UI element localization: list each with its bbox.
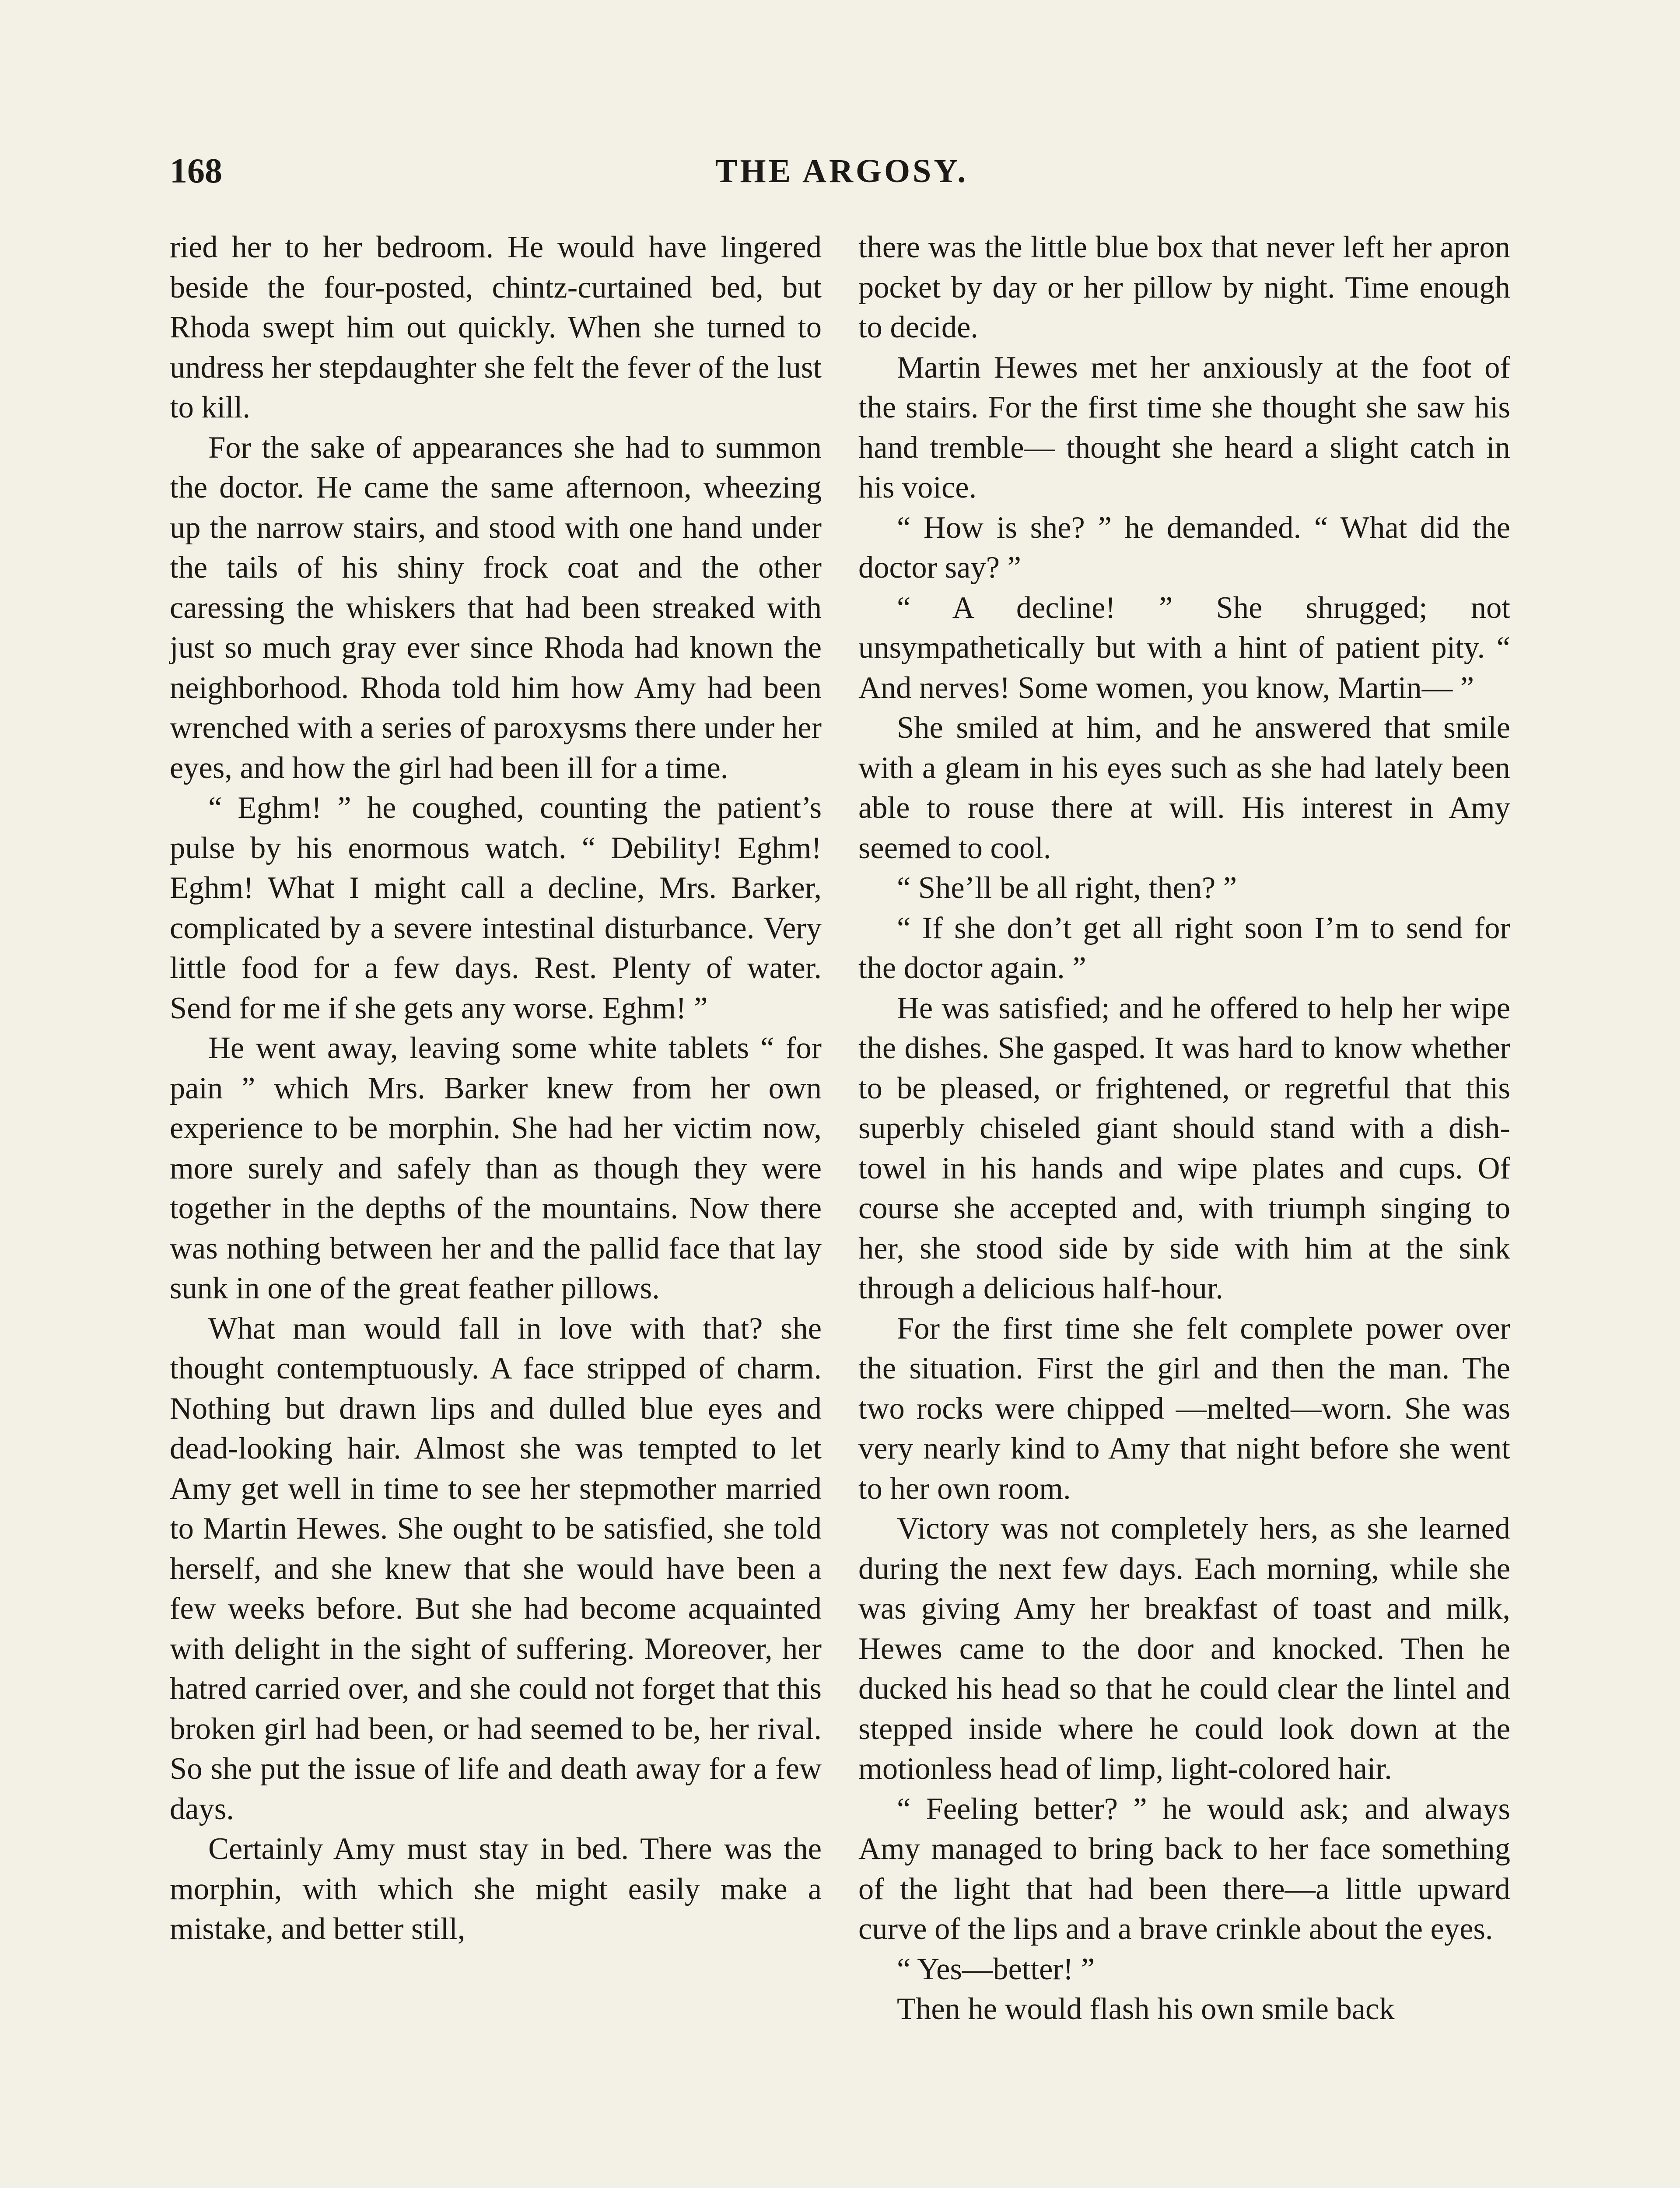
paragraph: What man would fall in love with that? she thought contemptuously. A face stripped of charm. Nothing but drawn lips and dulled blue eyes and dead-looking hair. Almost she was tempted to let Amy get well in time to see her stepmother married to Martin Hewes. She ought to be satisfied, she told herself, and she knew that she would have been a few weeks before. But she had become acquainted with delight in the sight of suffering. Moreover, her hatred carried over, and she could not forget that this broken girl had been, or had seemed to be, her rival. So she put the issue of life and death away for a few days. xyxy=(170,1311,822,1826)
paragraph: He went away, leaving some white tablets “ for pain ” which Mrs. Barker knew from her own experience to be morphin. She had her victim now, more surely and safely than as though they were together in the depths of the mountains. Now there was nothing between her and the pallid face that lay sunk in one of the great feather pillows. xyxy=(170,1031,822,1305)
paragraph: For the sake of appearances she had to summon the doctor. He came the same afternoon, wheezing up the narrow stairs, and stood with one hand under the tails of his shiny frock coat and the other caressing the whiskers that had been streaked with just so much gray ever since Rhoda had known the neighborhood. Rhoda told him how Amy had been wrenched with a series of paroxysms there under her eyes, and how the girl had been ill for a time. xyxy=(170,430,822,785)
paragraph: Martin Hewes met her anxiously at the foot of the stairs. For the first time she thought she saw his hand tremble— thought she heard a slight catch in his voice. xyxy=(858,350,1510,505)
paragraph: “ Eghm! ” he coughed, counting the patient’s pulse by his enormous watch. “ Debility! Eghm! Eghm! What I might call a decline, Mrs. Barker, complicated by a severe intestinal disturbance. Very little food for a few days. Rest. Plenty of water. Send for me if she gets any worse. Eghm! ” xyxy=(170,791,822,1025)
paragraph: She smiled at him, and he answered that smile with a gleam in his eyes such as she had lately been able to rouse there at will. His interest in Amy seemed to cool. xyxy=(858,711,1510,865)
running-title: THE ARGOSY. xyxy=(715,153,969,189)
paragraph: Victory was not completely hers, as she learned during the next few days. Each morning, while she was giving Amy her breakfast of toast and milk, Hewes came to the door and knocked. Then he ducked his head so that he could clear the lintel and stepped inside where he could look down at the motionless head of limp, light-colored hair. xyxy=(858,1511,1510,1786)
paragraph: For the first time she felt complete power over the situation. First the girl and then the man. The two rocks were chipped —melted—worn. She was very nearly kind to Amy that night before she went to her own room. xyxy=(858,1311,1510,1506)
right-text-column xyxy=(858,228,1510,2030)
paragraph: “ She’ll be all right, then? ” xyxy=(897,871,1237,905)
paragraph: “ Yes—better! ” xyxy=(897,1952,1095,1986)
paragraph: ried her to her bedroom. He would have lingered beside the four-posted, chintz-curtained bed, but Rhoda swept him out quickly. When she turned to undress her stepdaughter she felt the fever of the lust to kill. xyxy=(170,230,822,424)
paragraph: “ How is she? ” he demanded. “ What did the doctor say? ” xyxy=(858,510,1510,585)
page-number: 168 xyxy=(170,152,222,190)
paragraph: Then he would flash his own smile back xyxy=(897,1992,1395,2026)
paragraph: “ If she don’t get all right soon I’m to send for the doctor again. ” xyxy=(858,911,1510,985)
paragraph: “ Feeling better? ” he would ask; and always Amy managed to bring back to her face something of the light that had been there—a little upward curve of the lips and a brave crinkle about the eyes. xyxy=(858,1792,1510,1946)
paragraph: He was satisfied; and he offered to help her wipe the dishes. She gasped. It was hard to know whether to be pleased, or frightened, or regretful that this superbly chiseled giant should stand with a dish-towel in his hands and wipe plates and cups. Of course she accepted and, with triumph singing to her, she stood side by side with him at the sink through a delicious half-hour. xyxy=(858,991,1510,1305)
paragraph: “ A decline! ” She shrugged; not unsympathetically but with a hint of patient pity. “ And nerves! Some women, you know, Martin— ” xyxy=(858,590,1510,705)
page-header xyxy=(170,147,1514,195)
paragraph: there was the little blue box that never left her apron pocket by day or her pillow by night. Time enough to decide. xyxy=(858,230,1510,344)
left-text-column xyxy=(170,228,822,1950)
paragraph: Certainly Amy must stay in bed. There was the morphin, with which she might easily make a mistake, and better still, xyxy=(170,1832,822,1946)
